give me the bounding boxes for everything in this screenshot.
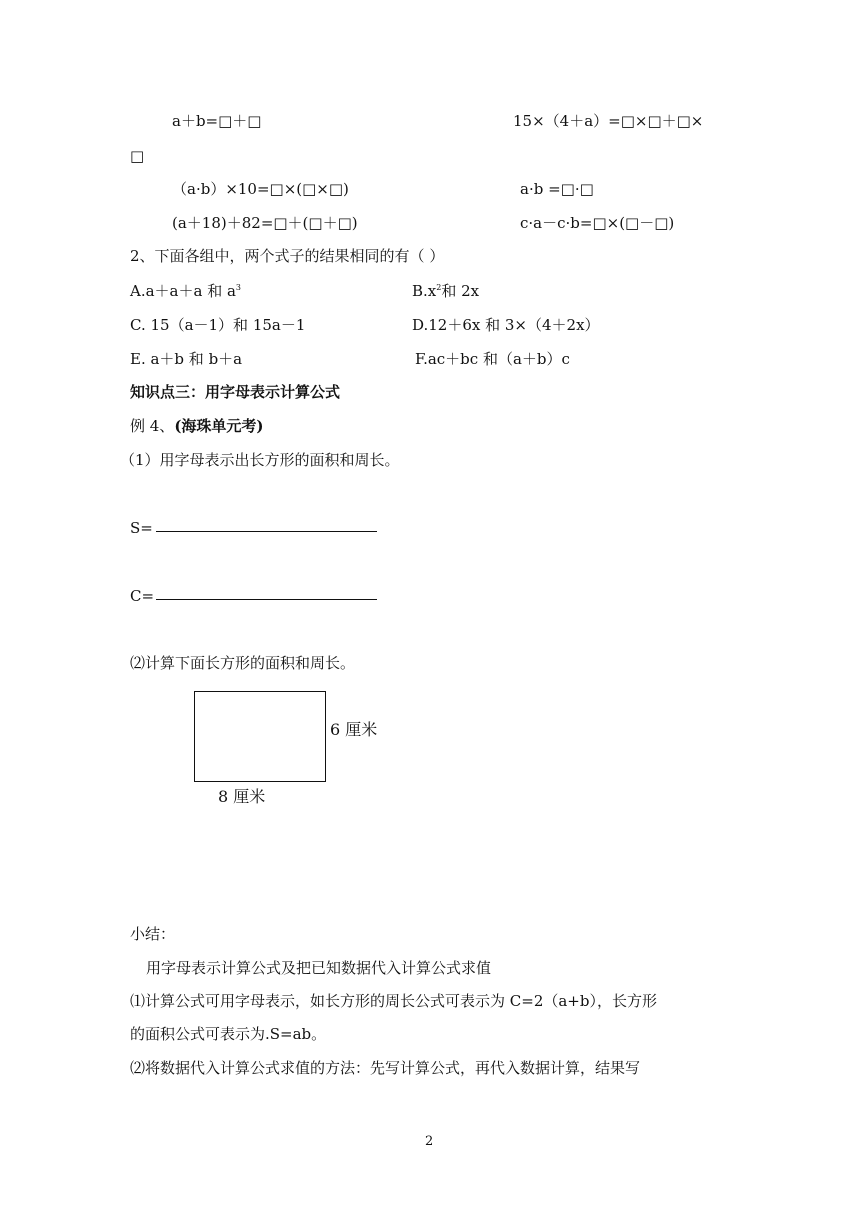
exercise-row3-right: c·a－c·b=□×(□－□) bbox=[520, 214, 675, 232]
example-line bbox=[130, 416, 264, 436]
option-a-text: A.a＋a＋a 和 a bbox=[130, 282, 236, 300]
option-b-text: B.x bbox=[412, 282, 437, 300]
example-prefix: 例 4、 bbox=[130, 417, 175, 435]
summary-line3: 的面积公式可表示为.S=ab。 bbox=[130, 1025, 327, 1043]
height-label: 6 厘米 bbox=[330, 720, 378, 739]
example-source: (海珠单元考) bbox=[174, 417, 264, 435]
option-a bbox=[130, 281, 241, 301]
exercise-row2-left: （a·b）×10=□×(□×□) bbox=[172, 180, 349, 198]
exercise-row1-wrap: □ bbox=[130, 147, 145, 165]
summary-line1: 用字母表示计算公式及把已知数据代入计算公式求值 bbox=[146, 959, 492, 977]
c-answer-line bbox=[156, 599, 377, 600]
exercise-row1-right: 15×（4＋a）=□×□＋□× bbox=[513, 112, 704, 130]
page-number: 2 bbox=[425, 1134, 434, 1149]
exercise-row1-left: a＋b=□＋□ bbox=[172, 112, 262, 130]
summary-line2: ⑴计算公式可用字母表示，如长方形的周长公式可表示为 C=2（a+b），长方形 bbox=[130, 992, 657, 1010]
s-answer-line bbox=[156, 531, 377, 532]
c-label: C= bbox=[130, 587, 155, 605]
summary-line4: ⑵将数据代入计算公式求值的方法：先写计算公式，再代入数据计算，结果写 bbox=[130, 1059, 641, 1077]
summary-title: 小结： bbox=[130, 925, 176, 943]
option-b bbox=[412, 281, 479, 301]
part1-prompt: （1）用字母表示出长方形的面积和周长。 bbox=[120, 451, 400, 469]
rectangle-figure bbox=[194, 691, 326, 782]
option-c: C. 15（a－1）和 15a－1 bbox=[130, 316, 306, 334]
option-a-exponent: 3 bbox=[235, 283, 242, 292]
width-label: 8 厘米 bbox=[218, 787, 266, 806]
option-d: D.12＋6x 和 3×（4＋2x） bbox=[412, 316, 600, 334]
s-label: S= bbox=[130, 519, 153, 537]
section-heading: 知识点三：用字母表示计算公式 bbox=[130, 383, 341, 401]
option-b-rest: 和 2x bbox=[441, 282, 480, 300]
part2-prompt: ⑵计算下面长方形的面积和周长。 bbox=[130, 654, 356, 672]
option-b-exponent: 2 bbox=[436, 283, 442, 292]
question2-stem: 2、下面各组中，两个式子的结果相同的有（ ） bbox=[130, 247, 445, 265]
option-e: E. a＋b 和 b＋a bbox=[130, 350, 243, 368]
exercise-row2-right: a·b =□·□ bbox=[520, 180, 594, 198]
option-f: F.ac＋bc 和（a＋b）c bbox=[415, 350, 570, 368]
exercise-row3-left: (a＋18)＋82=□＋(□＋□) bbox=[172, 214, 358, 232]
